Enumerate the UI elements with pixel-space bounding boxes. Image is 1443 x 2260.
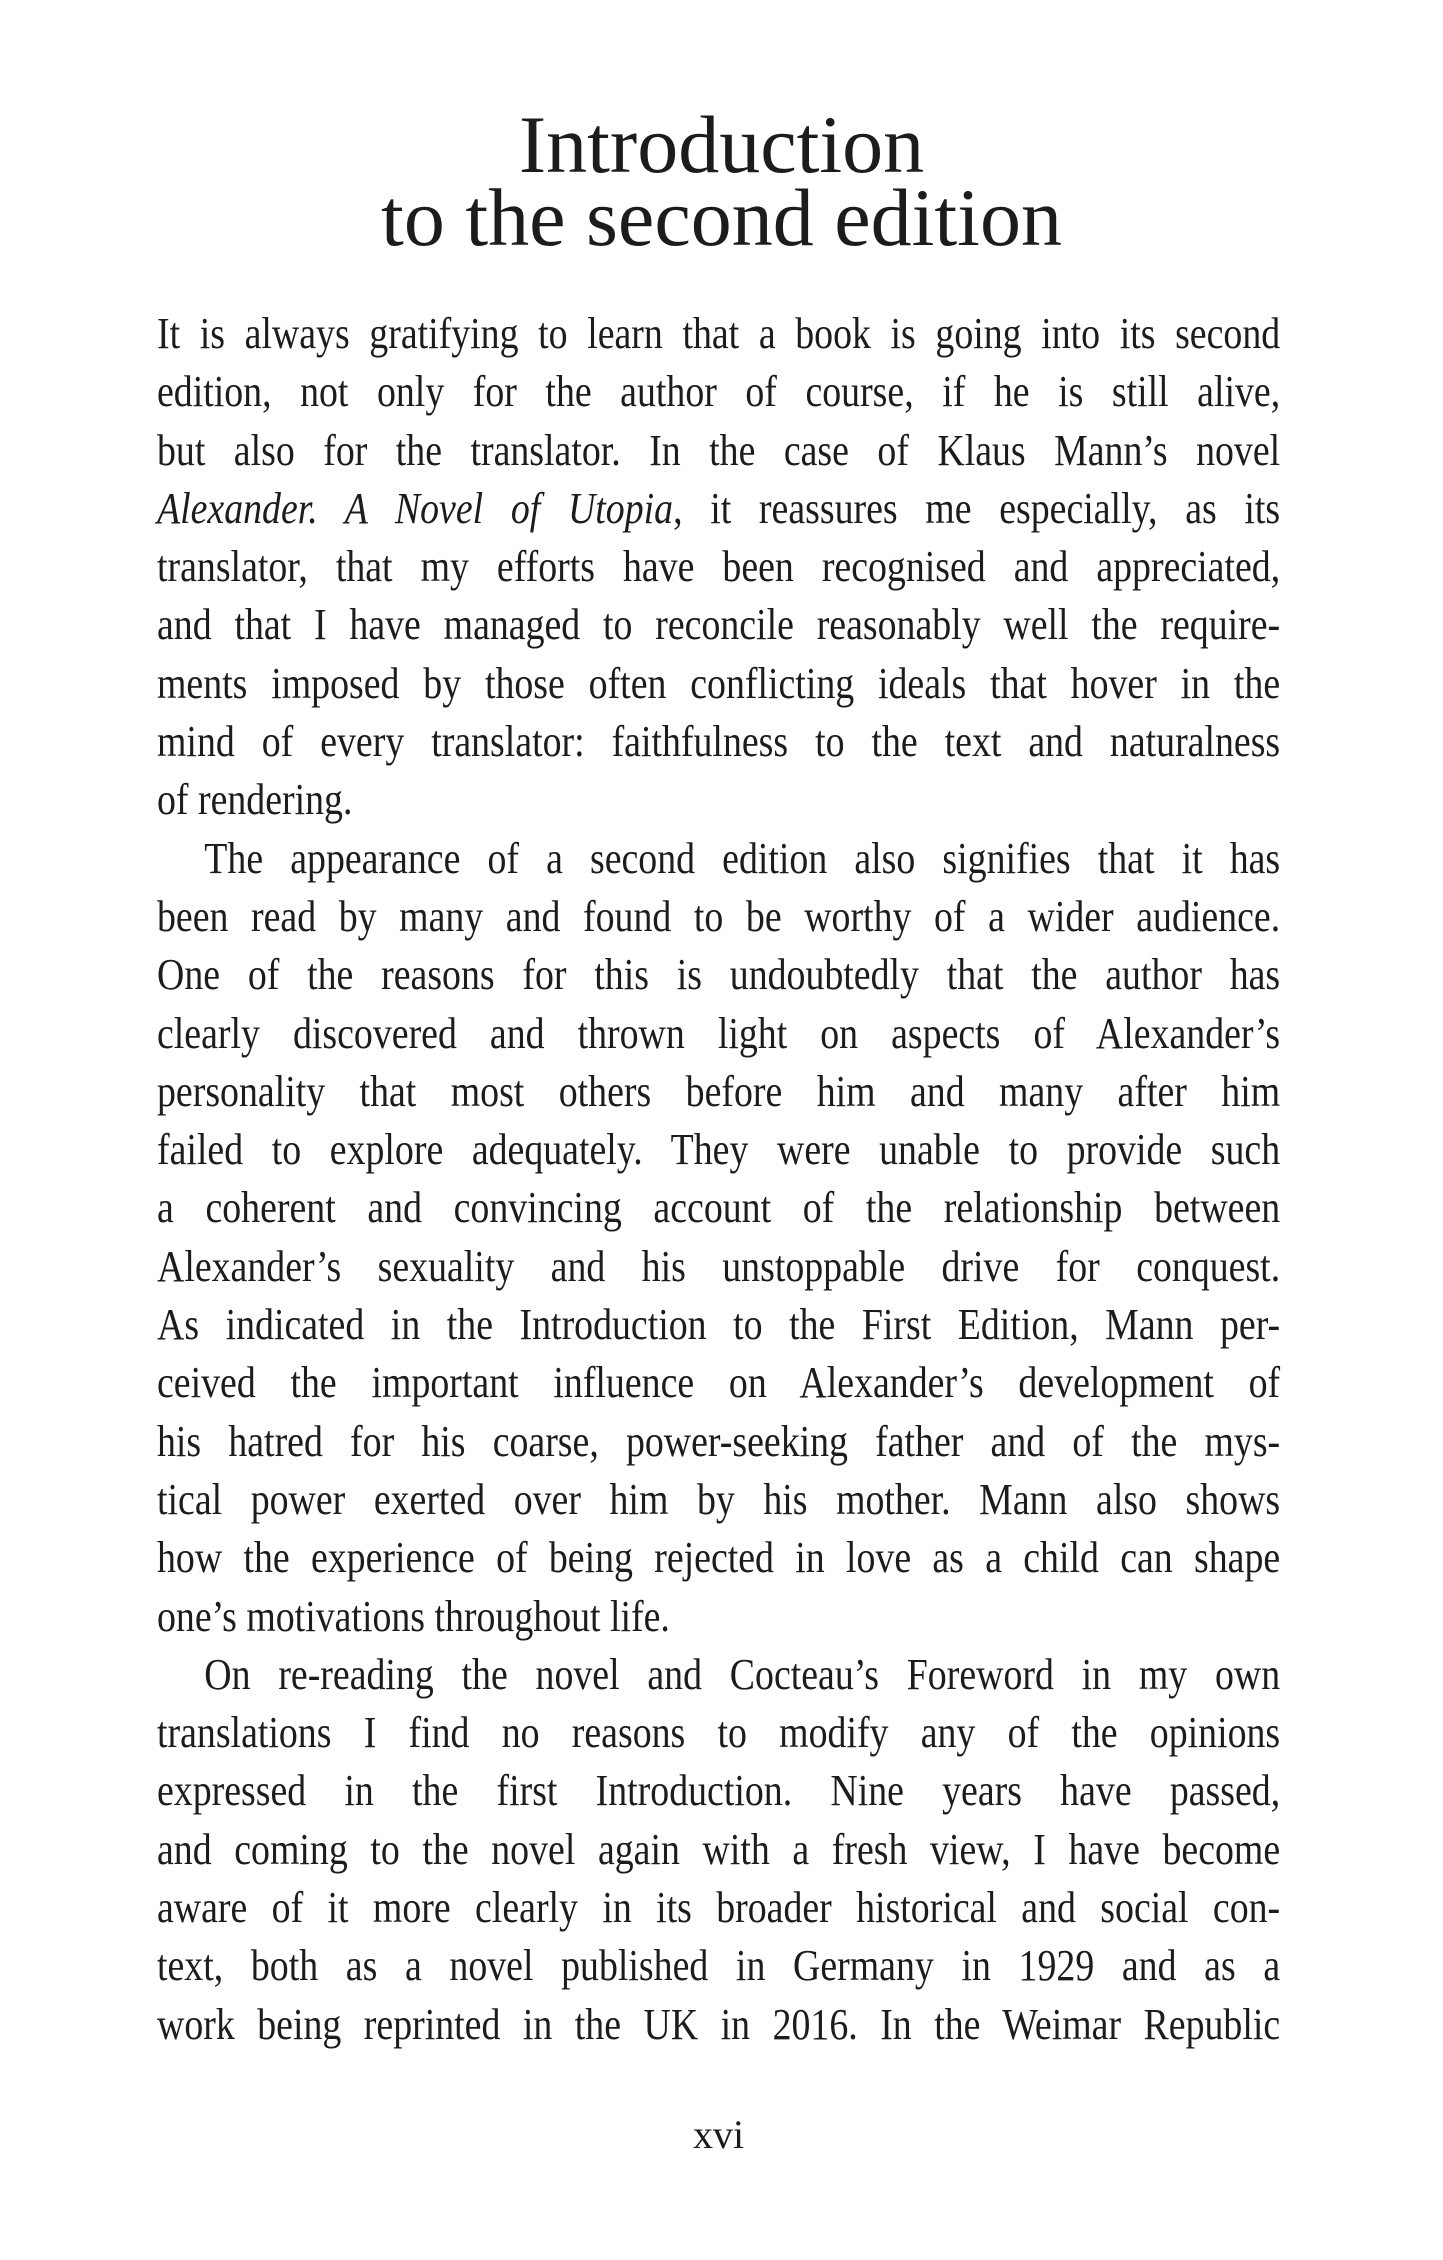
text-line bbox=[157, 1821, 1280, 1879]
chapter-title-line-2: to the second edition bbox=[381, 172, 1062, 263]
text-line bbox=[157, 363, 1280, 421]
text-line bbox=[157, 1937, 1280, 1995]
text-segment: one’s motivations throughout life. bbox=[157, 1591, 670, 1641]
text-segment: personality that most others before him and many after him bbox=[157, 1066, 1281, 1116]
text-line bbox=[157, 538, 1280, 596]
text-segment: On re-reading the novel and Cocteau’s Foreword in my own bbox=[204, 1649, 1281, 1699]
text-segment: translations I find no reasons to modify any of the opinions bbox=[157, 1708, 1281, 1758]
text-line bbox=[157, 1762, 1280, 1820]
text-line bbox=[157, 888, 1280, 946]
text-line bbox=[157, 1063, 1280, 1121]
text-line bbox=[157, 1646, 1280, 1704]
text-segment: ments imposed by those often conflicting ideals that hover in the bbox=[157, 658, 1281, 708]
text-segment: , it reassures me especially, as its bbox=[673, 483, 1281, 533]
text-line bbox=[157, 1179, 1280, 1237]
text-line bbox=[157, 1471, 1280, 1529]
text-segment: text, both as a novel published in Germany in 1929 and as a bbox=[157, 1941, 1281, 1991]
text-segment: of rendering. bbox=[157, 775, 353, 825]
text-line bbox=[157, 830, 1280, 888]
text-line bbox=[157, 1354, 1280, 1412]
text-segment: his hatred for his coarse, power-seeking father and of the mys- bbox=[157, 1416, 1281, 1466]
book-title-italic: Alexander. A Novel of Utopia bbox=[157, 483, 674, 533]
text-line bbox=[157, 1296, 1280, 1354]
text-segment: a coherent and convincing account of the relationship between bbox=[157, 1183, 1281, 1233]
text-line bbox=[157, 1238, 1280, 1296]
text-line bbox=[157, 1413, 1280, 1471]
text-segment: and that I have managed to reconcile reasonably well the require- bbox=[157, 600, 1281, 650]
text-line bbox=[157, 655, 1280, 713]
text-segment: tical power exerted over him by his mother. Mann also shows bbox=[157, 1474, 1281, 1524]
text-line bbox=[157, 1121, 1280, 1179]
text-line bbox=[157, 771, 1280, 829]
text-segment: failed to explore adequately. They were unable to provide such bbox=[157, 1125, 1281, 1175]
text-segment: and coming to the novel again with a fresh view, I have become bbox=[157, 1824, 1281, 1874]
text-segment: expressed in the first Introduction. Nine years have passed, bbox=[157, 1766, 1281, 1816]
text-segment: ceived the important influence on Alexander’s development of bbox=[157, 1358, 1281, 1408]
text-segment: It is always gratifying to learn that a book is going into its second bbox=[157, 309, 1281, 358]
text-line bbox=[157, 422, 1280, 480]
text-line bbox=[157, 1588, 1280, 1646]
chapter-title bbox=[160, 99, 1283, 263]
text-segment: been read by many and found to be worthy of a wider audience. bbox=[157, 891, 1281, 941]
text-segment: As indicated in the Introduction to the First Edition, Mann per- bbox=[157, 1300, 1281, 1350]
text-line bbox=[157, 1529, 1280, 1587]
text-segment: translator, that my efforts have been recognised and appreciated, bbox=[157, 542, 1281, 592]
text-segment: mind of every translator: faithfulness to the text and naturalness bbox=[157, 717, 1281, 767]
paragraph bbox=[157, 305, 1280, 830]
text-segment: edition, not only for the author of course, if he is still alive, bbox=[157, 367, 1281, 417]
text-line bbox=[157, 480, 1280, 538]
text-segment: Alexander’s sexuality and his unstoppable drive for conquest. bbox=[157, 1241, 1281, 1291]
text-line bbox=[157, 713, 1280, 771]
text-segment: clearly discovered and thrown light on aspects of Alexander’s bbox=[157, 1008, 1281, 1058]
text-line bbox=[157, 946, 1280, 1004]
text-segment: The appearance of a second edition also signifies that it has bbox=[204, 833, 1281, 883]
text-line bbox=[157, 1005, 1280, 1063]
text-segment: but also for the translator. In the case of Klaus Mann’s novel bbox=[157, 425, 1281, 475]
text-segment: how the experience of being rejected in love as a child can shape bbox=[157, 1533, 1281, 1583]
text-segment: work being reprinted in the UK in 2016. In the Weimar Republic bbox=[157, 1999, 1281, 2049]
paragraph bbox=[157, 830, 1280, 1646]
text-line bbox=[157, 596, 1280, 654]
text-line bbox=[157, 1879, 1280, 1937]
paragraph bbox=[157, 1646, 1280, 2054]
page-number: xvi bbox=[692, 2112, 745, 2157]
text-segment: One of the reasons for this is undoubtedly that the author has bbox=[157, 950, 1281, 1000]
text-line bbox=[157, 1704, 1280, 1762]
text-line bbox=[157, 1996, 1280, 2054]
text-line bbox=[157, 305, 1280, 363]
text-segment: aware of it more clearly in its broader historical and social con- bbox=[157, 1883, 1281, 1933]
chapter-title-line-1: Introduction bbox=[518, 99, 925, 190]
body-text bbox=[157, 305, 1280, 2054]
